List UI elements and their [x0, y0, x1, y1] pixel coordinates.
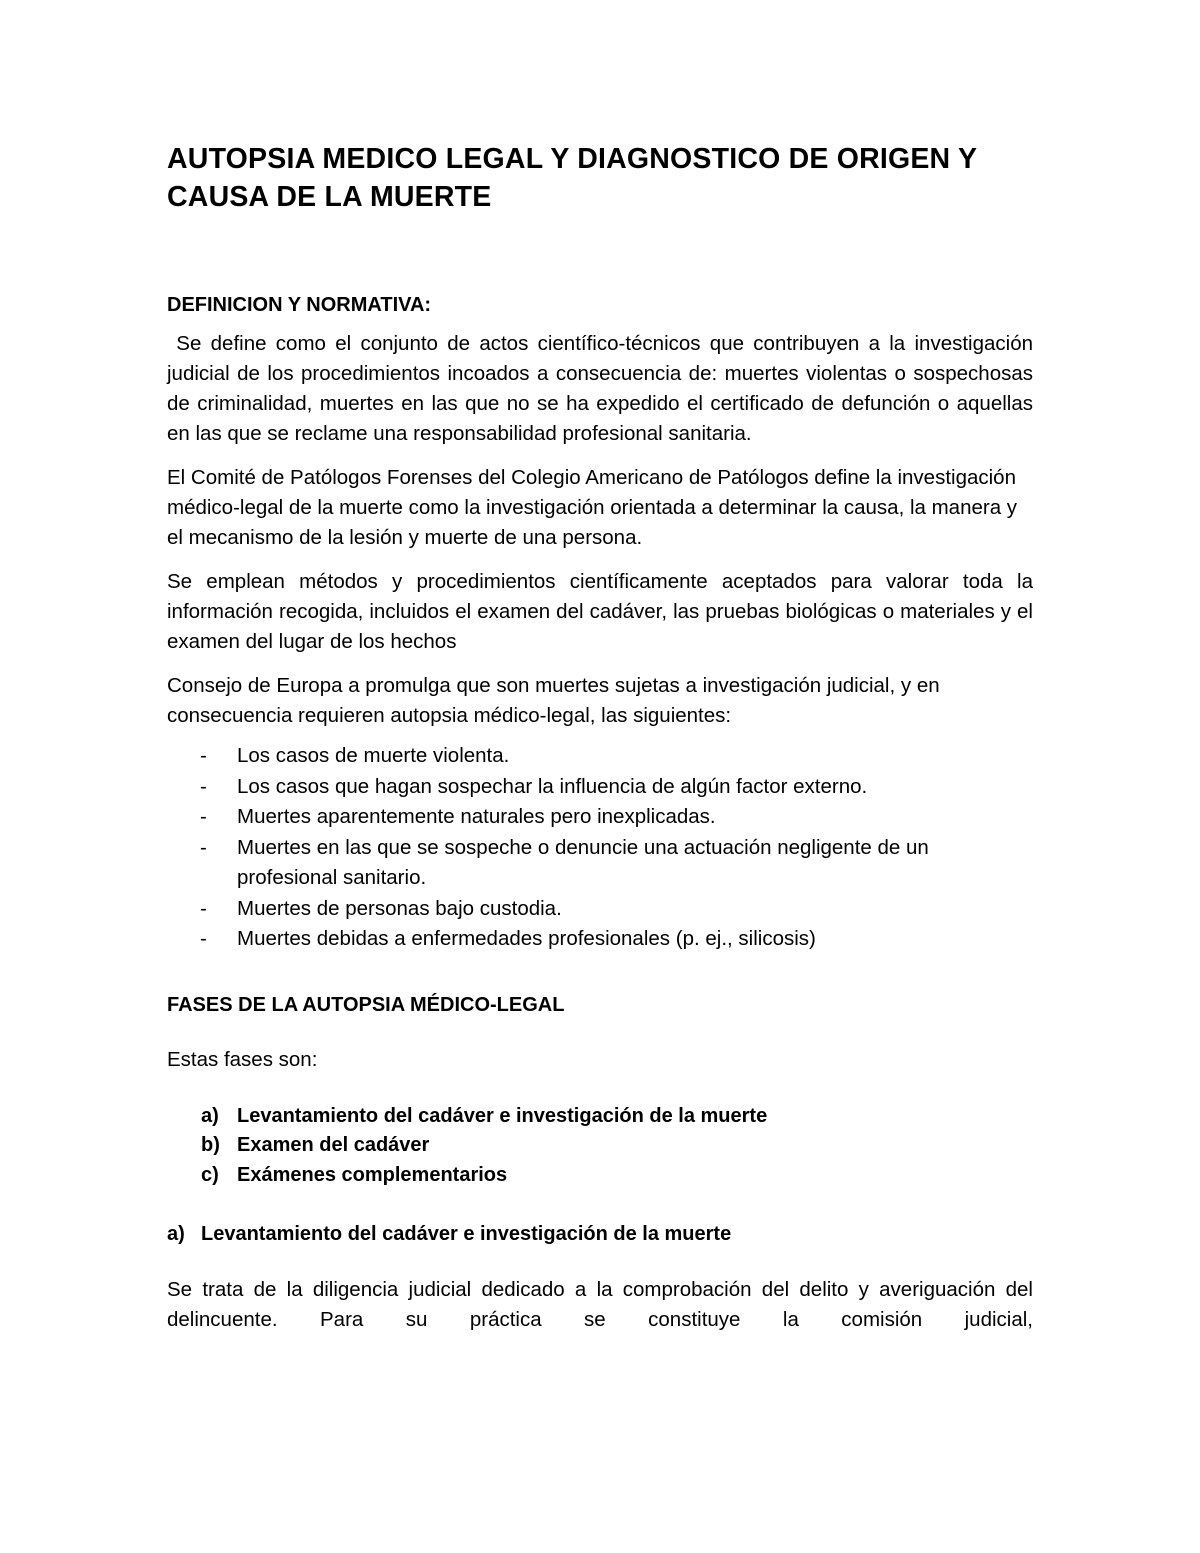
document-page: [167, 140, 1039, 1335]
list-dash: -: [200, 927, 207, 950]
paragraph-levantamiento: Se trata de la diligencia judicial dedicado a la comprobación del delito y averiguación del delincuente. Para su práctica se constituye la comisión judicial,: [167, 1278, 1033, 1331]
list-item-text: Muertes en las que se sospeche o denuncie una actuación negligente de un profesional sanitario.: [237, 835, 929, 889]
list-dash: -: [200, 774, 207, 798]
list-item: [167, 924, 1033, 955]
fase-item: [167, 1131, 1033, 1161]
list-dash: -: [200, 744, 207, 767]
section-heading-definicion: DEFINICION Y NORMATIVA:: [167, 294, 432, 316]
list-item: [167, 833, 1033, 894]
fase-marker: a): [201, 1104, 219, 1127]
fase-label: Exámenes complementarios: [237, 1163, 508, 1186]
list-item: [167, 772, 1033, 803]
paragraph-comite: El Comité de Patólogos Forenses del Colegio Americano de Patólogos define la investigación médico-legal de la muerte como la investigación orientada a determinar la causa, la manera y el mecanismo de la lesión y muerte de una persona.: [167, 466, 1018, 549]
muertes-list: [167, 741, 1033, 955]
subsection-marker: a): [167, 1223, 185, 1245]
fase-marker: c): [201, 1163, 219, 1186]
list-item-text: Los casos de muerte violenta.: [237, 744, 510, 767]
list-item: [167, 741, 1033, 772]
list-dash: -: [200, 805, 207, 828]
fase-item: [167, 1161, 1033, 1191]
list-item: [167, 894, 1033, 925]
fase-marker: b): [201, 1134, 220, 1156]
subsection-heading-levantamiento: [167, 1219, 1033, 1249]
list-dash: -: [200, 835, 207, 859]
document-title: AUTOPSIA MEDICO LEGAL Y DIAGNOSTICO DE ORIGEN Y CAUSA DE LA MUERTE: [167, 143, 977, 213]
spacer: [167, 216, 1033, 290]
fase-item: [167, 1102, 1033, 1132]
paragraph-metodos: Se emplean métodos y procedimientos científicamente aceptados para valorar toda la información recogida, incluidos el examen del cadáver, las pruebas biológicas o materiales y el examen del lugar de los hechos: [167, 570, 1033, 653]
list-item-text: Muertes debidas a enfermedades profesionales (p. ej., silicosis): [237, 927, 816, 950]
list-item-text: Los casos que hagan sospechar la influencia de algún factor externo.: [237, 774, 868, 798]
list-item-text: Muertes de personas bajo custodia.: [237, 896, 562, 920]
fases-list: [167, 1102, 1033, 1191]
fases-intro: Estas fases son:: [167, 1047, 318, 1071]
list-item-text: Muertes aparentemente naturales pero inexplicadas.: [237, 805, 716, 828]
paragraph-definicion: Se define como el conjunto de actos científico-técnicos que contribuyen a la investigación judicial de los procedimientos incoados a consecuencia de: muertes violentas o sospechosas de criminalidad, muertes en las que no se ha expedido el certificado de defunción o aquellas en las que se reclame una responsabilidad profesional sanitaria.: [167, 332, 1039, 445]
section-heading-fases: FASES DE LA AUTOPSIA MÉDICO-LEGAL: [167, 993, 565, 1016]
fase-label: Levantamiento del cadáver e investigación de la muerte: [237, 1104, 768, 1127]
subsection-title: Levantamiento del cadáver e investigación de la muerte: [201, 1223, 732, 1245]
paragraph-consejo-europa: Consejo de Europa a promulga que son muertes sujetas a investigación judicial, y en consecuencia requieren autopsia médico-legal, las siguientes:: [167, 674, 940, 727]
list-dash: -: [200, 896, 207, 920]
fase-label: Examen del cadáver: [237, 1134, 430, 1156]
list-item: [167, 802, 1033, 833]
